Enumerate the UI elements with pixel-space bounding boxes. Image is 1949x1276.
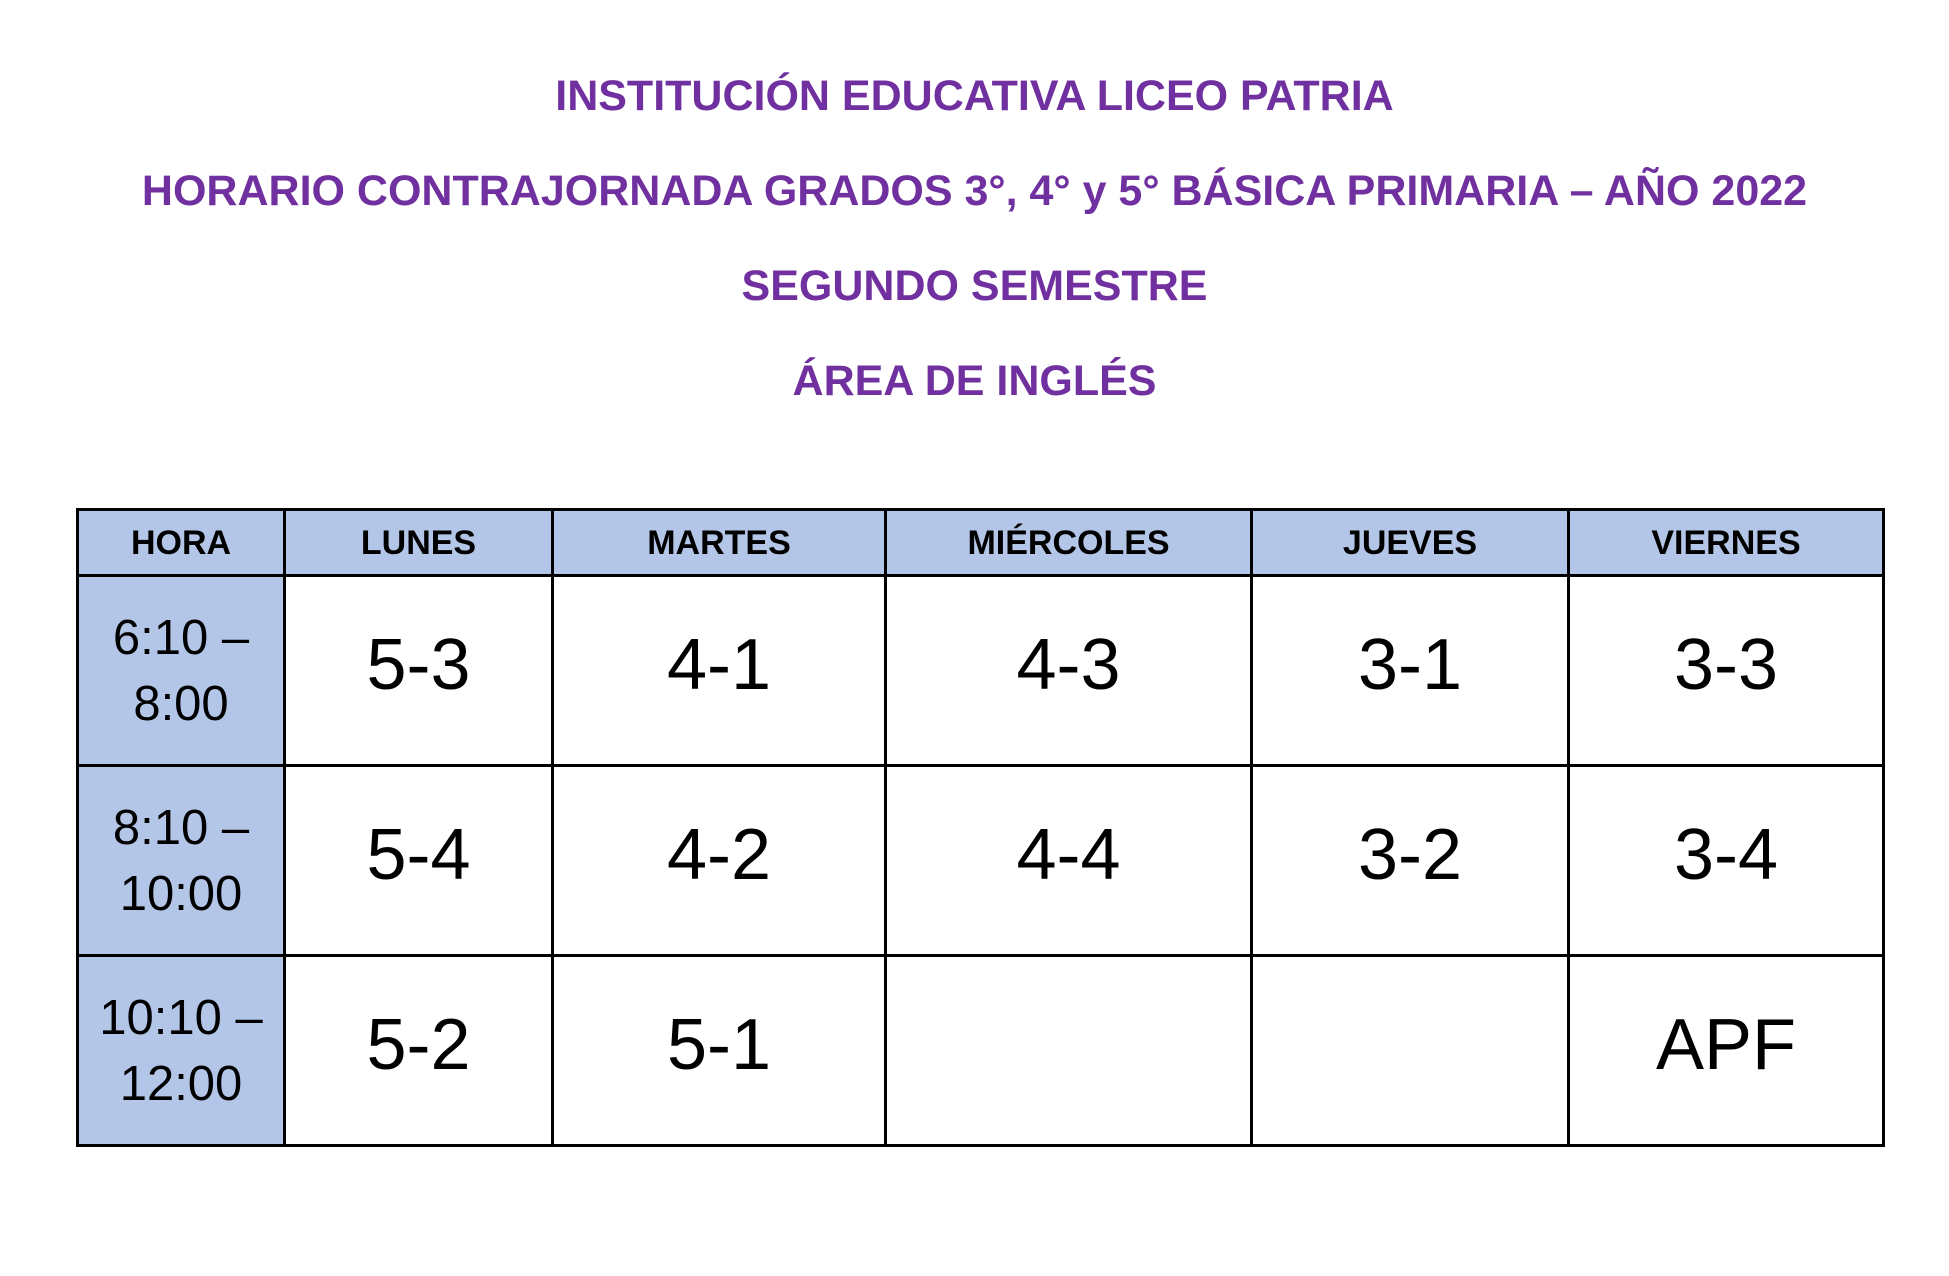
hour-start: 8:10 – xyxy=(112,800,250,855)
hour-end: 10:00 xyxy=(119,866,243,921)
hour-end: 8:00 xyxy=(133,676,229,731)
area-title: ÁREA DE INGLÉS xyxy=(792,357,1157,405)
schedule-title: HORARIO CONTRAJORNADA GRADOS 3°, 4° y 5° BÁSICA PRIMARIA – AÑO 2022 xyxy=(141,167,1808,215)
hour-cell xyxy=(78,576,285,766)
group-cell-jueves xyxy=(1252,956,1569,1146)
hour-start: 6:10 – xyxy=(112,610,250,665)
hour-end: 12:00 xyxy=(119,1056,243,1111)
group-cell-viernes: 3-3 xyxy=(1569,576,1884,766)
column-header-lunes: LUNES xyxy=(285,510,553,576)
hour-start: 10:10 – xyxy=(99,990,263,1045)
column-header-viernes: VIERNES xyxy=(1569,510,1884,576)
table-row xyxy=(78,956,1884,1146)
column-header-hora: HORA xyxy=(78,510,285,576)
column-header-jueves: JUEVES xyxy=(1252,510,1569,576)
group-cell-jueves: 3-2 xyxy=(1252,766,1569,956)
column-header-martes: MARTES xyxy=(553,510,886,576)
group-cell-viernes: APF xyxy=(1569,956,1884,1146)
group-cell-martes: 5-1 xyxy=(553,956,886,1146)
group-cell-lunes: 5-2 xyxy=(285,956,553,1146)
group-cell-jueves: 3-1 xyxy=(1252,576,1569,766)
group-cell-lunes: 5-4 xyxy=(285,766,553,956)
table-row xyxy=(78,766,1884,956)
hour-cell xyxy=(78,956,285,1146)
table-row xyxy=(78,576,1884,766)
group-cell-miercoles: 4-4 xyxy=(886,766,1252,956)
institution-title: INSTITUCIÓN EDUCATIVA LICEO PATRIA xyxy=(555,72,1394,120)
header-row xyxy=(78,510,1884,576)
hour-cell xyxy=(78,766,285,956)
group-cell-viernes: 3-4 xyxy=(1569,766,1884,956)
group-cell-miercoles xyxy=(886,956,1252,1146)
group-cell-martes: 4-2 xyxy=(553,766,886,956)
group-cell-martes: 4-1 xyxy=(553,576,886,766)
document-headings xyxy=(0,72,1949,452)
group-cell-lunes: 5-3 xyxy=(285,576,553,766)
semester-title: SEGUNDO SEMESTRE xyxy=(741,262,1208,310)
group-cell-miercoles: 4-3 xyxy=(886,576,1252,766)
schedule-table xyxy=(76,508,1885,1147)
column-header-miercoles: MIÉRCOLES xyxy=(886,510,1252,576)
